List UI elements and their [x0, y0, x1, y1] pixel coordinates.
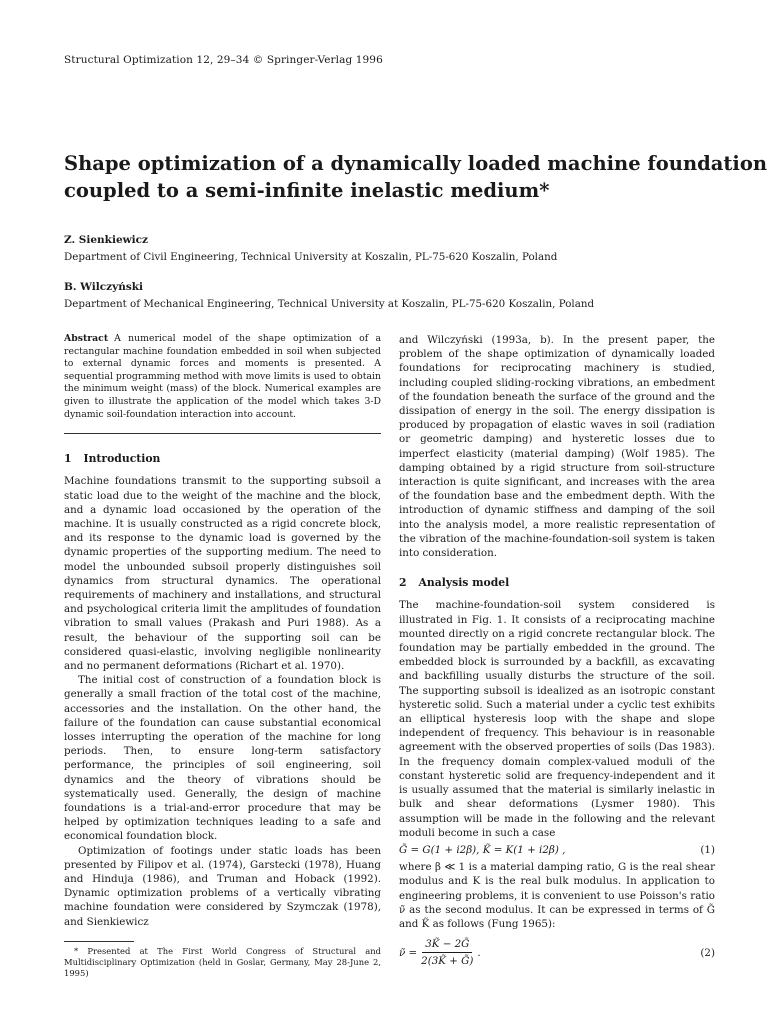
section-1-paragraph-1: Machine foundations transmit to the supporting subsoil a static load due to the weight of the machine and the block, and a dynamic load occasioned by the operation of the machine. It is usually constructed as a rigid concrete block, and its response to the dynamic load is governed by the dynamic properties of the supporting medium. The need to model the unbounded subsoil properly distinguishes soil dynamics from structural dynamics. The operational requirements of machinery and installations, and structural and psychological criteria limit the amplitudes of foundation vibration to small values (Prakash and Puri 1988). As a result, the behaviour of the supporting soil can be considered quasi-elastic, involving negligible nonlinearity and no permanent deformations (Richart et al. 1970).: [64, 475, 381, 672]
section-2-paragraph-2: where β ≪ 1 is a material damping ratio, G is the real shear modulus and K is the real bulk modulus. In application to engineering problems, it is convenient to use Poisson's ratio ν̃ as the second modulus. It can be expressed in terms of G̃ and K̃ as follows (Fung 1965):: [399, 861, 715, 930]
section-2-title: Analysis model: [418, 576, 510, 590]
section-2-number: 2: [399, 576, 407, 590]
title-line-1: Shape optimization of a dynamically loaded machine foundation: [64, 152, 768, 175]
section-1-paragraph-2: The initial cost of construction of a foundation block is generally a small fraction of the total cost of the machine, accessories and the installation. On the other hand, the failure of the foundation can cause substantial economical losses interrupting the operation of the machine for long periods. Then, to ensure long-term satisfactory performance, the principles of soil engineering, soil dynamics and the theory of vibrations should be systematically used. Generally, the design of machine foundations is a trial-and-error procedure that may be helped by optimization techniques leading to a safe and economical foundation block.: [64, 674, 381, 843]
equation-1-number: (1): [700, 843, 715, 856]
equation-1: [399, 843, 715, 857]
author-2-name: B. Wilczyński: [64, 281, 144, 293]
abstract-text: A numerical model of the shape optimization of a rectangular machine foundation embedded in soil when subjected to external dynamic forces and moments is presented. A sequential programming method with move limits is used to obtain the minimum weight (mass) of the block. Numerical examples are given to illustrate the application of the model which takes 3-D dynamic soil-foundation interaction into account.: [64, 333, 381, 420]
equation-2-number: (2): [700, 946, 715, 959]
section-1-paragraph-3: Optimization of footings under static loads has been presented by Filipov et al. (1974), Garstecki (1978), Huang and Hinduja (1986), and Truman and Hoback (1992). Dynamic optimization problems of a vertically vibrating machine foundation were considered by Szymczak (1978), and Sienkiewicz: [64, 844, 381, 928]
equation-1-body: G̃ = G(1 + i2β), K̃ = K(1 + i2β) ,: [399, 843, 566, 856]
right-column-continuation: and Wilczyński (1993a, b). In the present paper, the problem of the shape optimization of dynamically loaded foundations for reciprocating machinery is studied, including coupled sliding-rocking vibrations, an embedment of the foundation beneath the surface of the ground and the dissipation of energy in the soil. The energy dissipation is produced by propagation of elastic waves in soil (radiation or geometric damping) and hysteretic losses due to imperfect elasticity (material damping) (Wolf 1985). The damping obtained by a rigid structure from soil-structure interaction is quite significant, and increases with the area of the foundation base and the embedment depth. With the introduction of dynamic stiffness and damping of the soil into the analysis model, a more realistic representation of the vibration of the machine-foundation-soil system is taken into consideration.: [399, 334, 715, 560]
journal-citation: Structural Optimization 12, 29–34 © Springer-Verlag 1996: [64, 54, 383, 66]
section-2-heading: [399, 576, 715, 590]
author-2-affiliation: Department of Mechanical Engineering, Technical University at Koszalin, PL-75-620 Koszalin, Poland: [64, 298, 595, 310]
equation-2-numerator: 3K̃ − 2G̃: [422, 937, 472, 953]
section-1-title: Introduction: [83, 452, 161, 466]
equation-2-fraction: [421, 937, 473, 968]
abstract: [64, 333, 381, 421]
equation-2-lhs: ν̃ =: [399, 946, 418, 959]
section-1-heading: [64, 452, 381, 466]
equation-2-tail: .: [477, 946, 481, 959]
paper-title: [64, 150, 768, 204]
abstract-divider: [64, 433, 381, 434]
footnote: * Presented at The First World Congress of Structural and Multidisciplinary Optimization (held in Goslar, Germany, May 28-June 2, 1995): [64, 945, 381, 978]
section-2-paragraph-1: The machine-foundation-soil system considered is illustrated in Fig. 1. It consists of a reciprocating machine mounted directly on a rigid concrete rectangular block. The foundation may be partially embedded in the ground. The embedded block is surrounded by a backfill, as excavating and backfilling usually disturbs the structure of the soil. The supporting subsoil is idealized as an isotropic constant hysteretic solid. Such a material under a cyclic test exhibits an elliptical hysteresis loop with the shape and slope independent of frequency. This behaviour is in reasonable agreement with the observed properties of soils (Das 1983). In the frequency domain complex-valued moduli of the constant hysteretic solid are frequency-independent and it is usually assumed that the material is similarly inelastic in bulk and shear deformations (Lysmer 1980). This assumption will be made in the following and the relevant moduli become in such a case: [399, 599, 715, 839]
footnote-divider: [64, 941, 134, 942]
left-column: [64, 333, 381, 979]
equation-2-denominator: 2(3K̃ + G̃): [421, 955, 474, 968]
author-1-affiliation: Department of Civil Engineering, Technical University at Koszalin, PL-75-620 Koszalin, Poland: [64, 251, 558, 263]
equation-2: [399, 937, 715, 968]
abstract-label: Abstract: [64, 333, 109, 344]
equation-2-expression: [399, 937, 481, 968]
section-1-number: 1: [64, 452, 72, 466]
author-1-name: Z. Sienkiewicz: [64, 234, 149, 246]
title-line-2: coupled to a semi-infinite inelastic medium*: [64, 179, 550, 202]
section-spacer: [399, 560, 715, 576]
right-column: [399, 333, 715, 969]
